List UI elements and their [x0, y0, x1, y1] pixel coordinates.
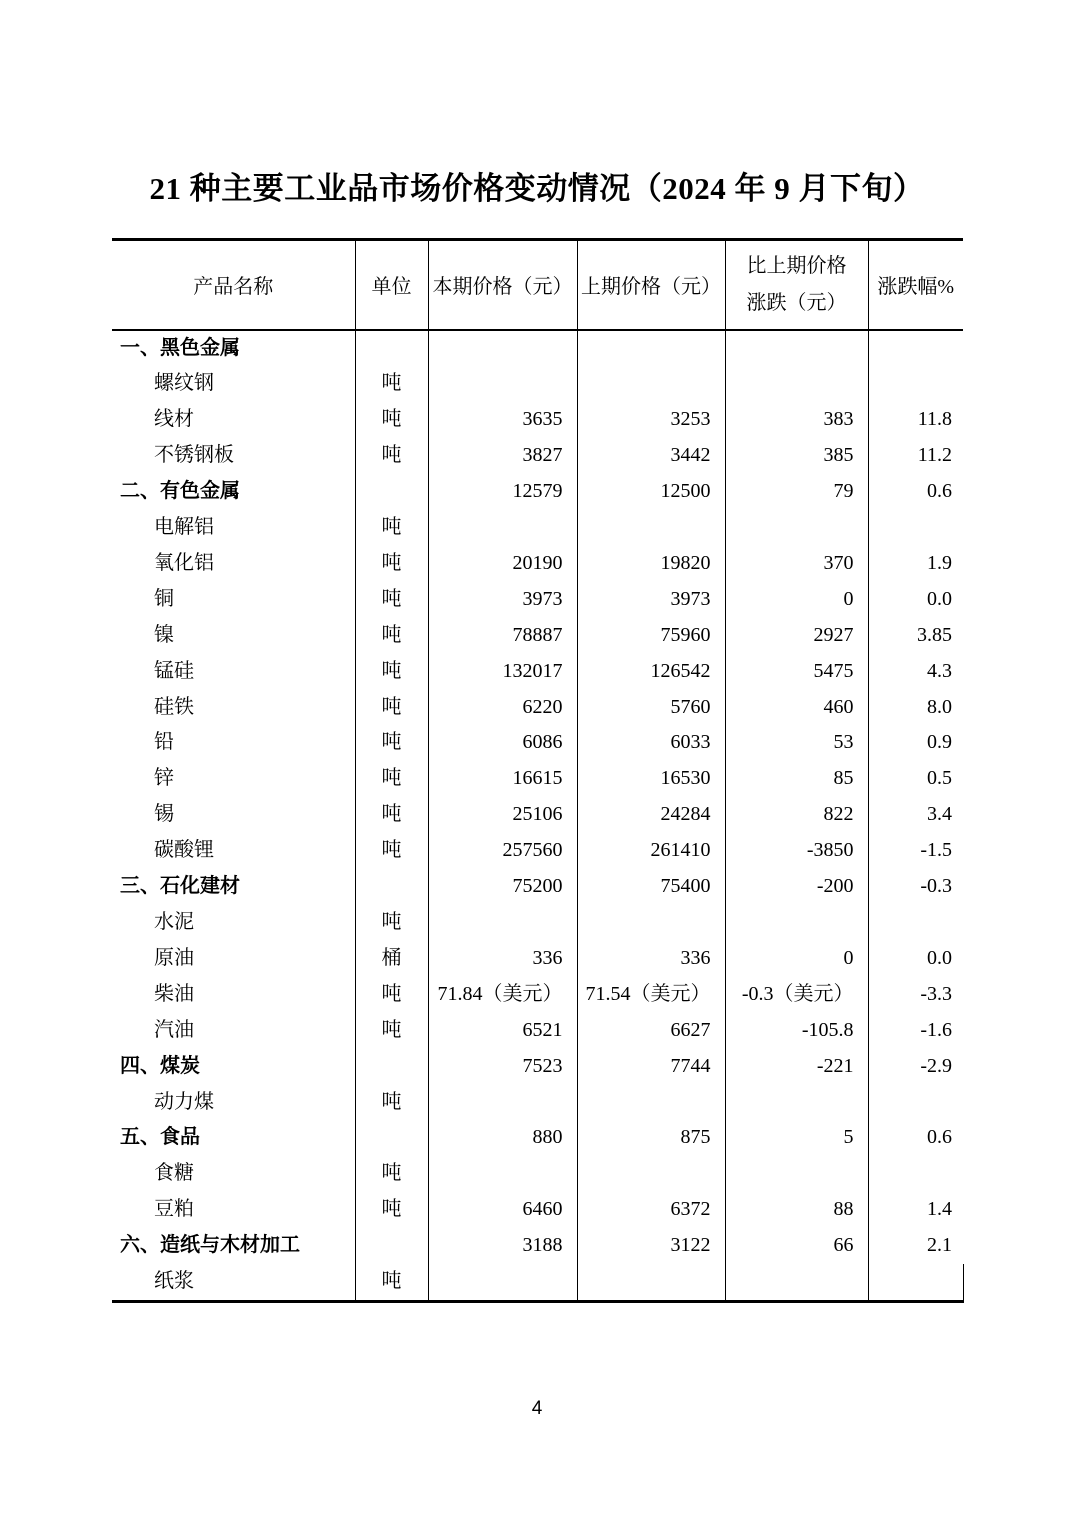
previous-price-cell: [577, 1156, 725, 1192]
unit-cell: 吨: [355, 725, 428, 761]
current-price-cell: 75200: [428, 869, 577, 905]
previous-price-cell: 875: [577, 1120, 725, 1156]
product-row: [112, 366, 963, 402]
price-table: [112, 238, 964, 1303]
price-change-cell: 0: [725, 941, 868, 977]
current-price-cell: [428, 1085, 577, 1121]
price-change-cell: 0: [725, 582, 868, 618]
previous-price-cell: 7744: [577, 1049, 725, 1085]
product-name-cell: 六、造纸与木材加工: [120, 1234, 300, 1257]
header-unit: 单位: [355, 240, 428, 330]
product-name-cell: 五、食品: [120, 1126, 200, 1149]
product-name-cell: 线材: [154, 408, 194, 431]
previous-price-cell: 261410: [577, 833, 725, 869]
unit-cell: 吨: [355, 654, 428, 690]
change-percent-cell: 11.2: [868, 438, 963, 474]
product-row: [112, 546, 963, 582]
product-name-cell: 铜: [154, 587, 174, 610]
product-name-cell: 纸浆: [154, 1270, 194, 1293]
current-price-cell: 6086: [428, 725, 577, 761]
unit-cell: 吨: [355, 438, 428, 474]
previous-price-cell: 3122: [577, 1228, 725, 1264]
product-name-cell: 螺纹钢: [154, 372, 214, 395]
current-price-cell: 3827: [428, 438, 577, 474]
price-change-cell: -105.8: [725, 1013, 868, 1049]
product-name-cell: 锌: [154, 767, 174, 790]
change-percent-cell: 0.0: [868, 582, 963, 618]
unit-cell: 吨: [355, 510, 428, 546]
header-price-change-line1: 比上期价格: [746, 254, 847, 277]
unit-cell: 吨: [355, 1264, 428, 1301]
product-row: [112, 1013, 963, 1049]
unit-cell: 吨: [355, 977, 428, 1013]
product-row: [112, 438, 963, 474]
product-name-cell: 二、有色金属: [120, 480, 240, 503]
header-current-price: 本期价格（元）: [428, 240, 577, 330]
change-percent-cell: [868, 1264, 963, 1301]
unit-cell: 吨: [355, 618, 428, 654]
product-row: [112, 1192, 963, 1228]
change-percent-cell: 8.0: [868, 690, 963, 726]
change-percent-cell: [868, 905, 963, 941]
previous-price-cell: 75400: [577, 869, 725, 905]
unit-cell: 吨: [355, 905, 428, 941]
price-change-cell: [725, 510, 868, 546]
change-percent-cell: -0.3: [868, 869, 963, 905]
change-percent-cell: [868, 366, 963, 402]
previous-price-cell: 71.54（美元）: [577, 977, 725, 1013]
change-percent-cell: -2.9: [868, 1049, 963, 1085]
price-change-cell: -221: [725, 1049, 868, 1085]
current-price-cell: 20190: [428, 546, 577, 582]
product-row: [112, 905, 963, 941]
unit-cell: [355, 1228, 428, 1264]
product-row: [112, 1156, 963, 1192]
current-price-cell: 132017: [428, 654, 577, 690]
previous-price-cell: 3442: [577, 438, 725, 474]
price-change-cell: 385: [725, 438, 868, 474]
product-name-cell: 原油: [154, 946, 194, 969]
previous-price-cell: 6627: [577, 1013, 725, 1049]
current-price-cell: 3973: [428, 582, 577, 618]
product-row: [112, 977, 963, 1013]
change-percent-cell: [868, 330, 963, 367]
price-change-cell: 822: [725, 797, 868, 833]
category-row: [112, 330, 963, 367]
price-change-cell: 53: [725, 725, 868, 761]
product-name-cell: 豆粕: [154, 1198, 194, 1221]
previous-price-cell: 6033: [577, 725, 725, 761]
page-title: 21 种主要工业品市场价格变动情况（2024 年 9 月下旬）: [149, 171, 925, 206]
change-percent-cell: 2.1: [868, 1228, 963, 1264]
change-percent-cell: 1.4: [868, 1192, 963, 1228]
product-row: [112, 690, 963, 726]
previous-price-cell: [577, 510, 725, 546]
product-row: [112, 582, 963, 618]
previous-price-cell: 6372: [577, 1192, 725, 1228]
change-percent-cell: [868, 1156, 963, 1192]
current-price-cell: 257560: [428, 833, 577, 869]
current-price-cell: [428, 905, 577, 941]
price-change-cell: [725, 905, 868, 941]
product-name-cell: 三、石化建材: [120, 875, 240, 898]
price-change-cell: 5: [725, 1120, 868, 1156]
current-price-cell: 6220: [428, 690, 577, 726]
previous-price-cell: 3973: [577, 582, 725, 618]
product-name-cell: 柴油: [154, 982, 194, 1005]
price-change-cell: [725, 1085, 868, 1121]
product-row: [112, 654, 963, 690]
category-row: [112, 869, 963, 905]
previous-price-cell: 75960: [577, 618, 725, 654]
product-name-cell: 锡: [154, 803, 174, 826]
product-row: [112, 1085, 963, 1121]
previous-price-cell: [577, 1264, 725, 1301]
previous-price-cell: [577, 1085, 725, 1121]
product-row: [112, 725, 963, 761]
previous-price-cell: [577, 366, 725, 402]
header-change-percent: 涨跌幅%: [868, 240, 963, 330]
product-name-cell: 氧化铝: [154, 551, 214, 574]
price-change-cell: 79: [725, 474, 868, 510]
previous-price-cell: 126542: [577, 654, 725, 690]
price-change-cell: 370: [725, 546, 868, 582]
product-row: [112, 510, 963, 546]
price-change-cell: [725, 1156, 868, 1192]
unit-cell: 桶: [355, 941, 428, 977]
change-percent-cell: -3.3: [868, 977, 963, 1013]
price-change-cell: -200: [725, 869, 868, 905]
previous-price-cell: 24284: [577, 797, 725, 833]
product-name-cell: 一、黑色金属: [120, 336, 240, 359]
unit-cell: 吨: [355, 1156, 428, 1192]
product-row: [112, 797, 963, 833]
previous-price-cell: 336: [577, 941, 725, 977]
current-price-cell: 16615: [428, 761, 577, 797]
current-price-cell: [428, 510, 577, 546]
product-row: [112, 941, 963, 977]
price-change-cell: 85: [725, 761, 868, 797]
product-name-cell: 不锈钢板: [154, 444, 234, 467]
product-name-cell: 铅: [154, 731, 174, 754]
price-change-cell: 383: [725, 402, 868, 438]
price-change-cell: [725, 330, 868, 367]
price-change-cell: 88: [725, 1192, 868, 1228]
product-row: [112, 402, 963, 438]
product-name-cell: 碳酸锂: [154, 839, 214, 862]
header-previous-price: 上期价格（元）: [577, 240, 725, 330]
product-name-cell: 电解铝: [154, 516, 214, 539]
unit-cell: 吨: [355, 833, 428, 869]
category-row: [112, 1049, 963, 1085]
current-price-cell: 336: [428, 941, 577, 977]
unit-cell: 吨: [355, 797, 428, 833]
change-percent-cell: 0.5: [868, 761, 963, 797]
change-percent-cell: 11.8: [868, 402, 963, 438]
change-percent-cell: 0.6: [868, 474, 963, 510]
change-percent-cell: [868, 1085, 963, 1121]
current-price-cell: 6460: [428, 1192, 577, 1228]
product-name-cell: 食糖: [154, 1162, 194, 1185]
current-price-cell: 3188: [428, 1228, 577, 1264]
previous-price-cell: [577, 330, 725, 367]
current-price-cell: 880: [428, 1120, 577, 1156]
current-price-cell: 78887: [428, 618, 577, 654]
header-price-change-line2: 涨跌（元）: [746, 291, 847, 314]
product-name-cell: 汽油: [154, 1018, 194, 1041]
category-row: [112, 1228, 963, 1264]
table-body: [112, 330, 963, 1302]
page-number: 4: [531, 1398, 543, 1419]
product-name-cell: 水泥: [154, 911, 194, 933]
unit-cell: 吨: [355, 1192, 428, 1228]
current-price-cell: [428, 1156, 577, 1192]
product-row: [112, 761, 963, 797]
product-name-cell: 四、煤炭: [120, 1054, 200, 1077]
current-price-cell: [428, 1264, 577, 1301]
product-name-cell: 硅铁: [154, 695, 194, 718]
current-price-cell: [428, 330, 577, 367]
price-change-cell: -0.3（美元）: [725, 977, 868, 1013]
unit-cell: [355, 1049, 428, 1085]
current-price-cell: 3635: [428, 402, 577, 438]
price-change-cell: 66: [725, 1228, 868, 1264]
product-name-cell: 镍: [154, 623, 174, 646]
previous-price-cell: 19820: [577, 546, 725, 582]
change-percent-cell: [868, 510, 963, 546]
change-percent-cell: -1.6: [868, 1013, 963, 1049]
table-header-row: [112, 240, 963, 330]
category-row: [112, 1120, 963, 1156]
price-change-cell: [725, 1264, 868, 1301]
product-name-cell: 动力煤: [154, 1090, 214, 1113]
product-row: [112, 1264, 963, 1301]
price-change-cell: 5475: [725, 654, 868, 690]
unit-cell: 吨: [355, 582, 428, 618]
product-name-cell: 锰硅: [154, 659, 194, 682]
unit-cell: [355, 330, 428, 367]
change-percent-cell: 4.3: [868, 654, 963, 690]
unit-cell: [355, 1120, 428, 1156]
price-change-cell: [725, 366, 868, 402]
change-percent-cell: -1.5: [868, 833, 963, 869]
unit-cell: [355, 474, 428, 510]
previous-price-cell: 16530: [577, 761, 725, 797]
change-percent-cell: 3.4: [868, 797, 963, 833]
product-row: [112, 618, 963, 654]
current-price-cell: 12579: [428, 474, 577, 510]
previous-price-cell: 3253: [577, 402, 725, 438]
unit-cell: 吨: [355, 546, 428, 582]
category-row: [112, 474, 963, 510]
header-product-name: 产品名称: [112, 240, 355, 330]
unit-cell: [355, 869, 428, 905]
product-row: [112, 833, 963, 869]
unit-cell: 吨: [355, 1013, 428, 1049]
previous-price-cell: [577, 905, 725, 941]
price-change-cell: -3850: [725, 833, 868, 869]
unit-cell: 吨: [355, 690, 428, 726]
change-percent-cell: 0.6: [868, 1120, 963, 1156]
previous-price-cell: 5760: [577, 690, 725, 726]
change-percent-cell: 3.85: [868, 618, 963, 654]
unit-cell: 吨: [355, 366, 428, 402]
change-percent-cell: 0.9: [868, 725, 963, 761]
unit-cell: 吨: [355, 402, 428, 438]
unit-cell: 吨: [355, 1085, 428, 1121]
current-price-cell: 6521: [428, 1013, 577, 1049]
current-price-cell: 7523: [428, 1049, 577, 1085]
price-change-cell: 460: [725, 690, 868, 726]
current-price-cell: [428, 366, 577, 402]
header-price-change: [725, 240, 868, 330]
previous-price-cell: 12500: [577, 474, 725, 510]
unit-cell: 吨: [355, 761, 428, 797]
price-change-cell: 2927: [725, 618, 868, 654]
change-percent-cell: 1.9: [868, 546, 963, 582]
current-price-cell: 25106: [428, 797, 577, 833]
current-price-cell: 71.84（美元）: [428, 977, 577, 1013]
change-percent-cell: 0.0: [868, 941, 963, 977]
